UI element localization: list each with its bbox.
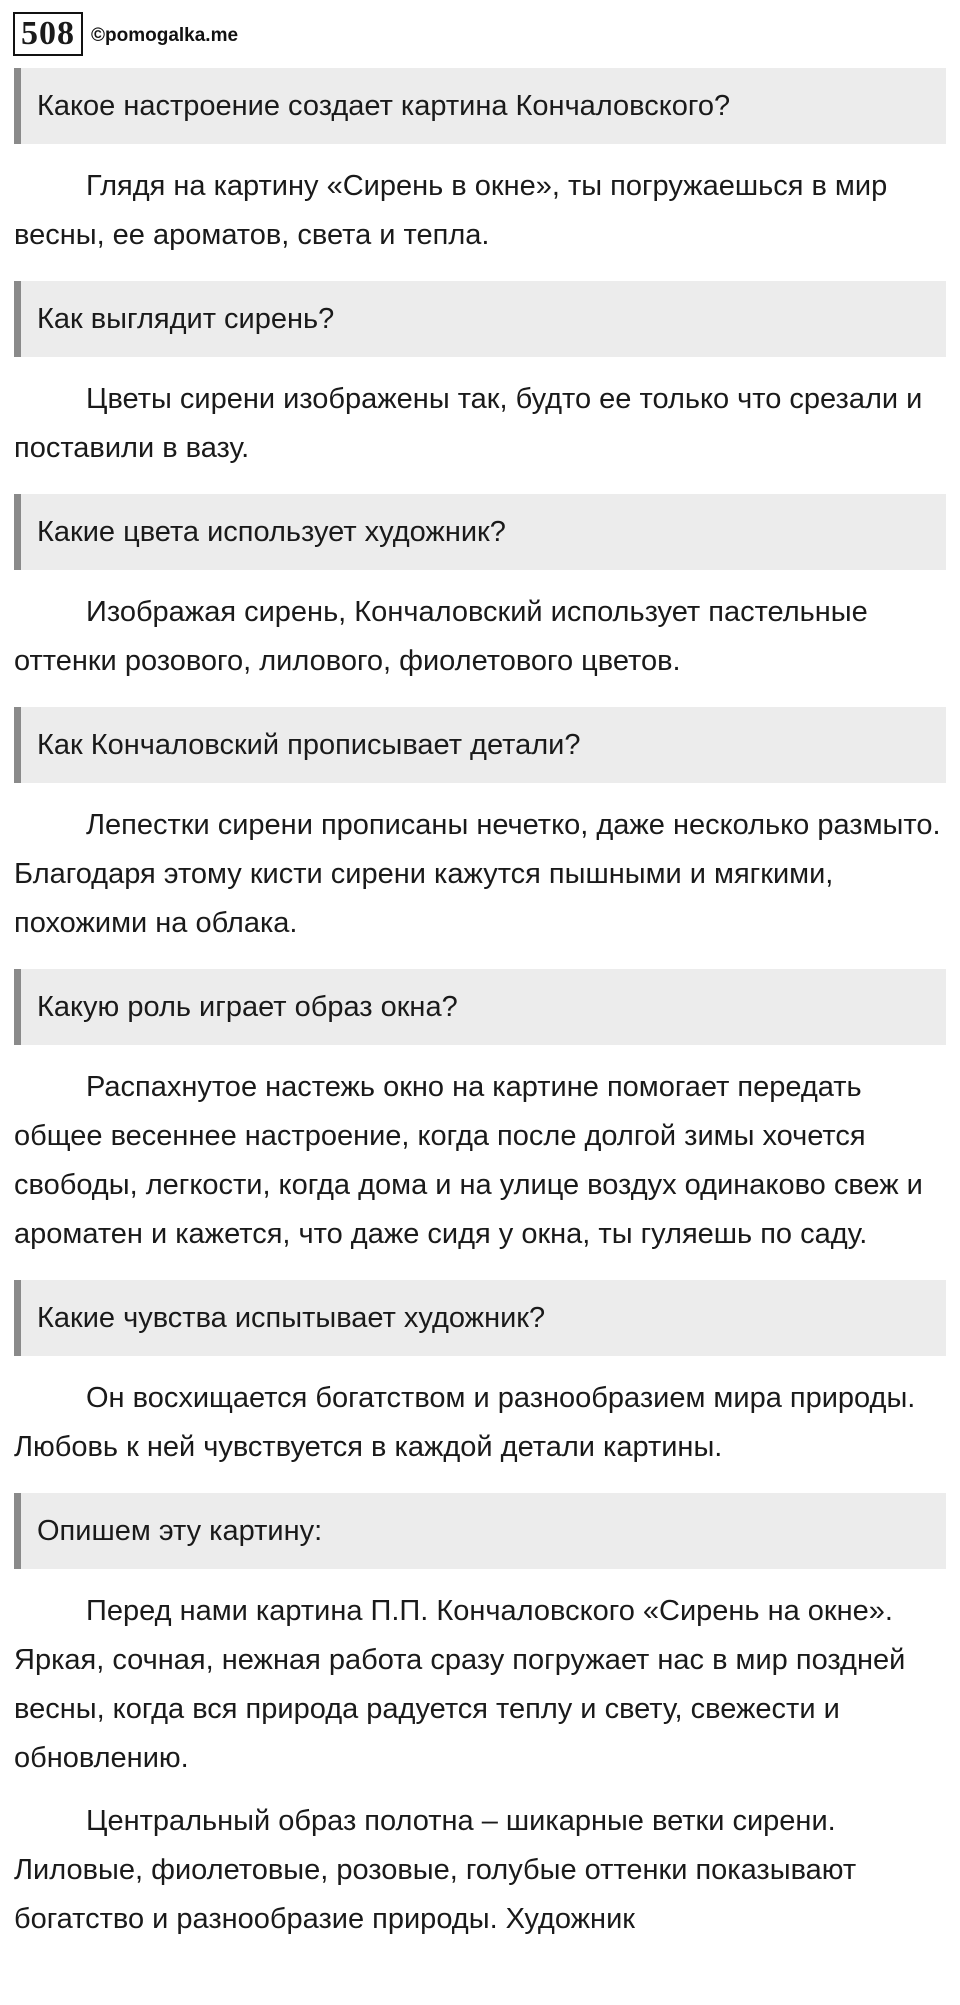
question-block: Какую роль играет образ окна? bbox=[14, 969, 946, 1045]
answer-paragraph: Он восхищается богатством и разнообразием мира природы. Любовь к ней чувствуется в каждой детали картины. bbox=[14, 1382, 916, 1463]
question-block: Какое настроение создает картина Кончаловского? bbox=[14, 68, 946, 144]
task-number-badge: 508 bbox=[13, 12, 83, 56]
question-block: Какие чувства испытывает художник? bbox=[14, 1280, 946, 1356]
content bbox=[0, 68, 960, 1944]
answer-paragraph: Центральный образ полотна – шикарные ветки сирени. Лиловые, фиолетовые, розовые, голубые оттенки показывают богатство и разнообразие природы. Художник bbox=[14, 1805, 857, 1935]
answer-paragraph: Лепестки сирени прописаны нечетко, даже несколько размыто. Благодаря этому кисти сирени кажутся пышными и мягкими, похожими на облака. bbox=[14, 809, 941, 939]
answer-paragraph: Цветы сирени изображены так, будто ее только что срезали и поставили в вазу. bbox=[14, 383, 923, 464]
site-watermark: ©pomogalka.me bbox=[91, 25, 239, 46]
question-block: Опишем эту картину: bbox=[14, 1493, 946, 1569]
question-block: Как выглядит сирень? bbox=[14, 281, 946, 357]
question-block: Какие цвета использует художник? bbox=[14, 494, 946, 570]
header bbox=[13, 12, 238, 56]
answer-paragraph: Перед нами картина П.П. Кончаловского «Сирень на окне». Яркая, сочная, нежная работа сразу погружает нас в мир поздней весны, когда вся природа радуется теплу и свету, свежести и обновлению. bbox=[14, 1595, 906, 1774]
answer-paragraph: Распахнутое настежь окно на картине помогает передать общее весеннее настроение, когда после долгой зимы хочется свободы, легкости, когда дома и на улице воздух одинаково свеж и ароматен и кажется, что даже сидя у окна, ты гуляешь по саду. bbox=[14, 1071, 923, 1250]
question-block: Как Кончаловский прописывает детали? bbox=[14, 707, 946, 783]
answer-paragraph: Изображая сирень, Кончаловский использует пастельные оттенки розового, лилового, фиолетового цветов. bbox=[14, 596, 868, 677]
answer-paragraph: Глядя на картину «Сирень в окне», ты погружаешься в мир весны, ее ароматов, света и тепла. bbox=[14, 170, 888, 251]
